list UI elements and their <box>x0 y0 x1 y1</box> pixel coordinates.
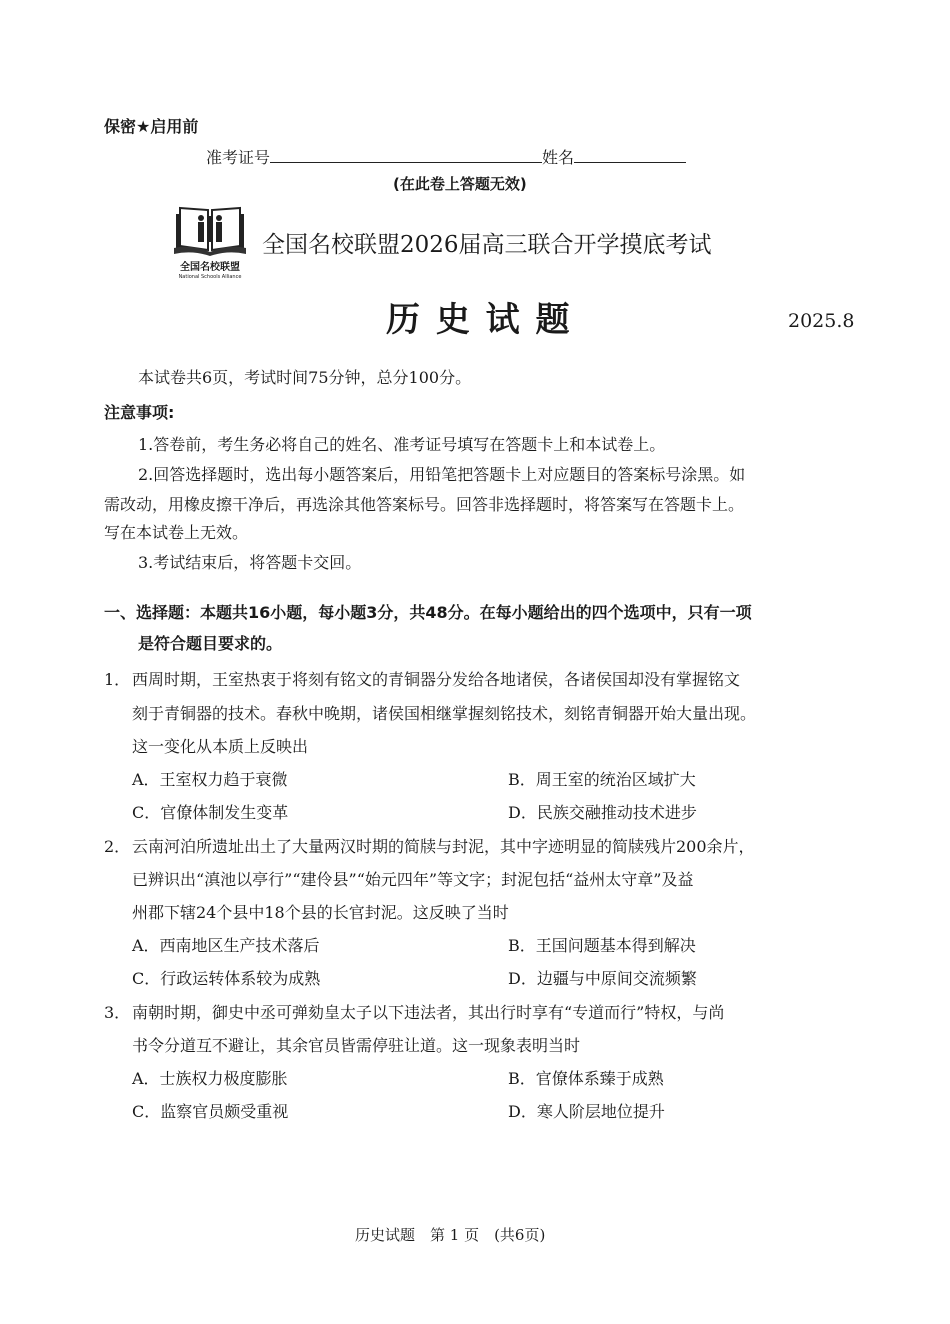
option-d[interactable]: D．民族交融推动技术进步 <box>508 803 697 822</box>
name-field[interactable] <box>574 147 686 163</box>
section-heading: 一、选择题：本题共16小题，每小题3分，共48分。在每小题给出的四个选项中，只有一项 <box>104 603 752 622</box>
question-text: 州郡下辖24个县中18个县的长官封泥。这反映了当时 <box>132 903 509 922</box>
note-item-cont: 写在本试卷上无效。 <box>104 523 249 542</box>
logo-en-text: National Schools Alliance <box>178 274 242 280</box>
note-item: 3.考试结束后，将答题卡交回。 <box>138 553 362 572</box>
page-footer: 历史试题 第 1 页 (共6页) <box>355 1226 546 1244</box>
option-b[interactable]: B．官僚体系臻于成熟 <box>508 1069 664 1088</box>
question-text: 刻于青铜器的技术。春秋中晚期，诸侯国相继掌握刻铭技术，刻铭青铜器开始大量出现。 <box>132 704 757 723</box>
option-a[interactable]: A．王室权力趋于衰微 <box>132 770 288 789</box>
option-a[interactable]: A．士族权力极度膨胀 <box>132 1069 288 1088</box>
note-item: 1.答卷前，考生务必将自己的姓名、准考证号填写在答题卡上和本试卷上。 <box>138 435 666 454</box>
exam-id-row <box>206 145 686 168</box>
notes-heading: 注意事项: <box>104 403 175 422</box>
option-c[interactable]: C．行政运转体系较为成熟 <box>132 969 321 988</box>
option-b[interactable]: B．王国问题基本得到解决 <box>508 936 696 955</box>
confidential-label: 保密★启用前 <box>104 117 199 136</box>
section-heading-cont: 是符合题目要求的。 <box>138 634 283 653</box>
note-item: 2.回答选择题时，选出每小题答案后，用铅笔把答题卡上对应题目的答案标号涂黑。如 <box>138 465 746 484</box>
question-text: 这一变化从本质上反映出 <box>132 737 309 756</box>
option-b[interactable]: B．周王室的统治区域扩大 <box>508 770 696 789</box>
question-text: 云南河泊所遗址出土了大量两汉时期的简牍与封泥，其中字迹明显的简牍残片200余片， <box>132 837 755 856</box>
question-text: 书令分道互不避让，其余官员皆需停驻让道。这一现象表明当时 <box>132 1036 581 1055</box>
question-text: 西周时期，王室热衷于将刻有铭文的青铜器分发给各地诸侯，各诸侯国却没有掌握铭文 <box>132 670 741 689</box>
option-a[interactable]: A．西南地区生产技术落后 <box>132 936 320 955</box>
exam-date: 2025.8 <box>788 310 855 332</box>
exam-id-label: 准考证号 <box>206 148 271 167</box>
question-number: 1． <box>104 670 131 689</box>
exam-id-field[interactable] <box>270 147 542 163</box>
option-d[interactable]: D．寒人阶层地位提升 <box>508 1102 665 1121</box>
option-c[interactable]: C．监察官员颇受重视 <box>132 1102 289 1121</box>
intro-text: 本试卷共6页，考试时间75分钟，总分100分。 <box>138 368 472 387</box>
question-text: 已辨识出“滇池以亭行”“建伶县”“始元四年”等文字；封泥包括“益州太守章”及益 <box>132 870 694 889</box>
book-icon <box>170 200 250 256</box>
option-d[interactable]: D．边疆与中原间交流频繁 <box>508 969 697 988</box>
question-number: 2． <box>104 837 131 856</box>
question-number: 3． <box>104 1003 131 1022</box>
question-text: 南朝时期，御史中丞可弹劾皇太子以下违法者，其出行时享有“专道而行”特权，与尚 <box>132 1003 725 1022</box>
logo-cn-text: 全国名校联盟 <box>180 262 240 273</box>
note-item-cont: 需改动，用橡皮擦干净后，再选涂其他答案标号。回答非选择题时，将答案写在答题卡上。 <box>104 495 745 514</box>
subject-title: 历 史 试 题 <box>386 300 572 340</box>
alliance-logo <box>170 200 250 278</box>
exam-title: 全国名校联盟2026届高三联合开学摸底考试 <box>262 232 712 258</box>
option-c[interactable]: C．官僚体制发生变革 <box>132 803 289 822</box>
no-answer-note: (在此卷上答题无效) <box>393 175 527 193</box>
name-label: 姓名 <box>542 148 575 167</box>
